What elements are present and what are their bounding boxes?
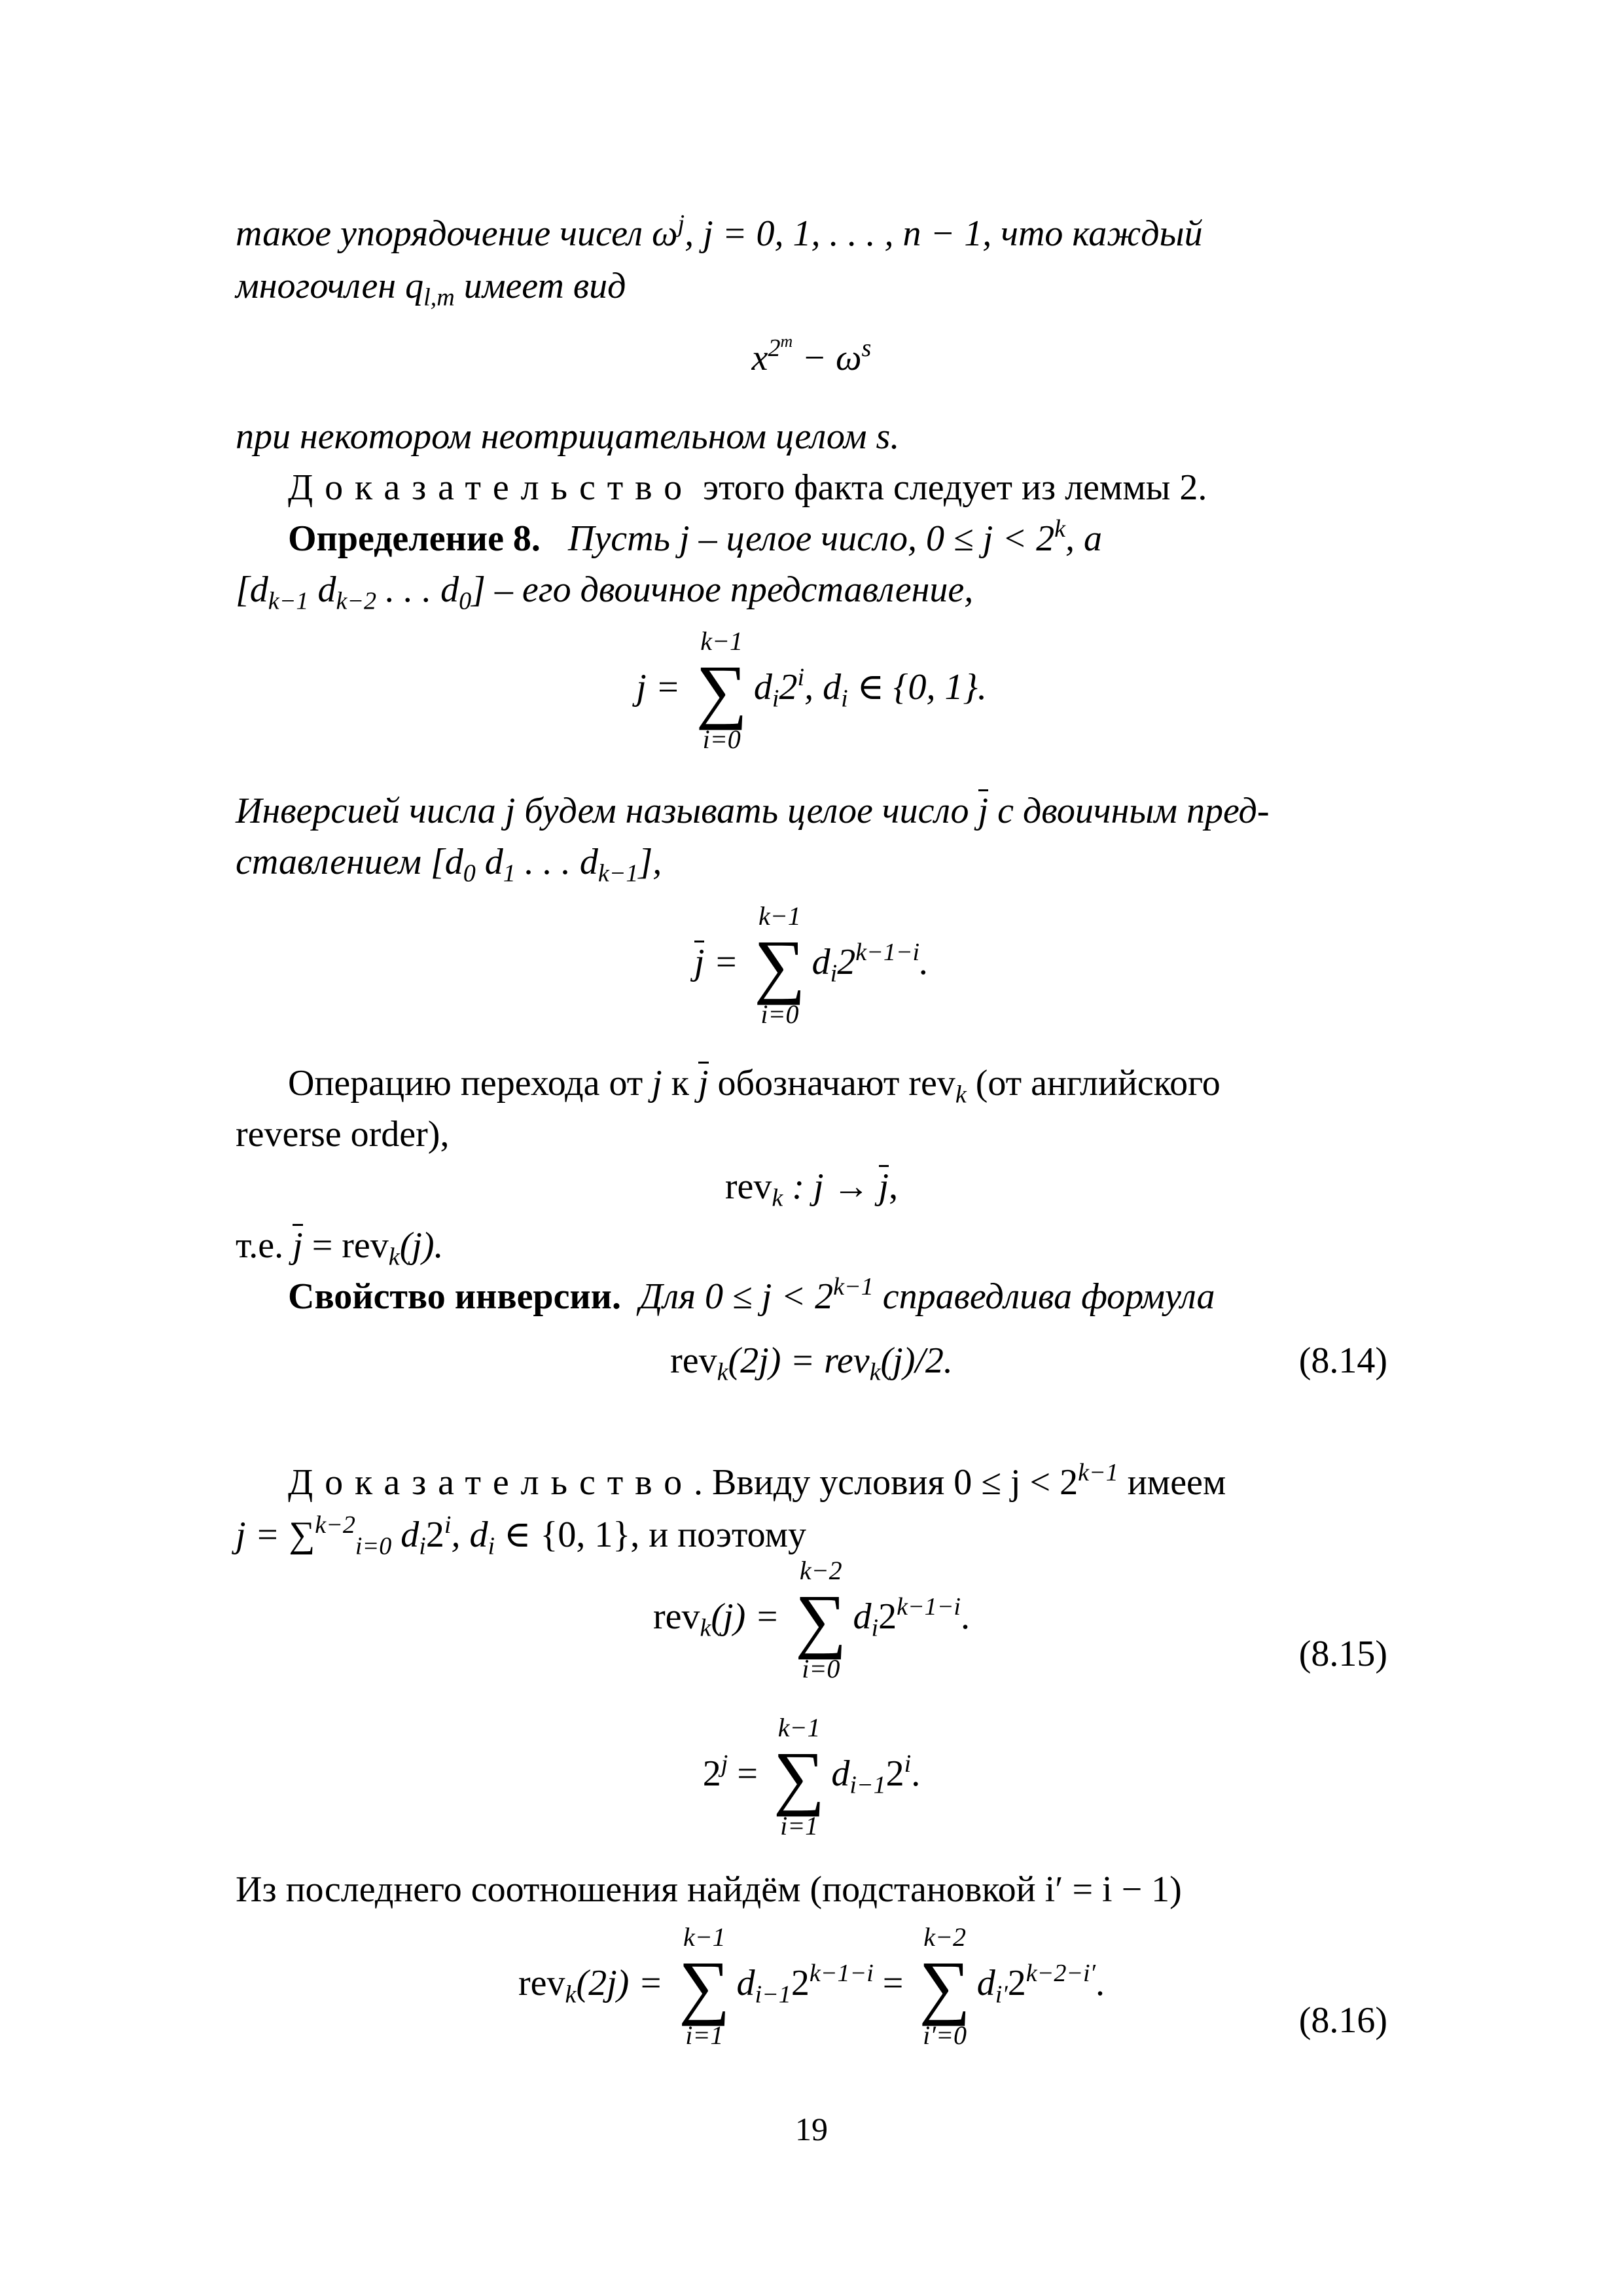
- equation-x2m: $x^{2^m} - \omega^s$: [751, 331, 872, 378]
- inversion-property: Свойство инверсии. Для $0 \le j < 2^{k-1}$ справедлива формула: [288, 1273, 1215, 1317]
- definition-8: Определение 8. Пусть j – целое число, $0 \le j < 2^k$, а: [288, 515, 1103, 559]
- sum-symbol: k−1 ∑ i=1: [679, 1922, 730, 2050]
- sum-symbol: k−1 ∑ i=0: [754, 901, 806, 1029]
- equation-inversion: j = k−1 ∑ i=0 $d_i2^{k-1-i}$.: [694, 901, 929, 1029]
- operation-line-1: Операцию перехода от j к j обозначают rev$_k$ (от английского: [288, 1063, 1221, 1109]
- sum-symbol: k−1 ∑ i=1: [773, 1713, 825, 1840]
- equation-2j: $2^j$ = k−1 ∑ i=1 $d_{i-1}2^i$.: [702, 1713, 921, 1840]
- text-line-2: многочлен $q_{l,m}$ имеет вид: [236, 266, 626, 312]
- text-line-3: при некотором неотрицательном целом s.: [236, 416, 900, 457]
- equation-8-15: rev$_k$(j) = k−2 ∑ i=0 $d_i2^{k-1-i}$. (8.15): [652, 1556, 1387, 1683]
- equation-8-14: rev$_k$(2j) = rev$_k$(j)/2. (8.14): [236, 1336, 1387, 1386]
- equation-number: (8.14): [1298, 1340, 1387, 1381]
- proof-line-1: Доказательство этого факта следует из леммы 2.: [288, 467, 1207, 508]
- proof-line-2: Доказательство. Ввиду условия $0 \le j < 2^{k-1}$ имеем: [288, 1459, 1226, 1503]
- equation-8-16: rev$_k$(2j) = k−1 ∑ i=1 $d_{i-1}2^{k-1-i}$ = k−2 ∑ i′=0 $d_{i'}2^{k-2-i'}$. (8.16): [518, 1922, 1387, 2050]
- sum-symbol: k−2 ∑ i′=0: [919, 1922, 971, 2050]
- sum-symbol: k−2 ∑ i=0: [795, 1556, 847, 1683]
- equation-revk-map: rev$_k$ : j → j,: [724, 1166, 899, 1212]
- sum-symbol: k−1 ∑ i=0: [696, 626, 747, 754]
- te-line: т.е. j = rev$_k$(j).: [236, 1225, 444, 1271]
- page-number: 19: [795, 2111, 828, 2147]
- equation-number: (8.16): [1298, 2000, 1387, 2041]
- text-line-1: такое упорядочение чисел $\omega^j$, j = 0, 1, . . . , n − 1, что каждый: [236, 210, 1203, 254]
- inversion-def-line-2: ставлением [$d_0$ $d_1$ . . . $d_{k-1}$],: [236, 842, 662, 888]
- operation-line-2: reverse order),: [236, 1114, 450, 1155]
- proof-line-3: j = ∑$^{k-2}_{i=0}$ $d_i2^i$, $d_i$ ∈ {0, 1}, и поэтому: [236, 1511, 807, 1560]
- inversion-def-line-1: Инверсией числа j будем называть целое число j с двоичным пред-: [236, 791, 1270, 831]
- equation-binary-representation: j = k−1 ∑ i=0 $d_i2^i$, $d_i$ ∈ {0, 1}.: [636, 626, 987, 754]
- substitution-line: Из последнего соотношения найдём (подстановкой i′ = i − 1): [236, 1869, 1182, 1910]
- equation-number: (8.15): [1298, 1634, 1387, 1674]
- definition-line-2: [$d_{k-1}$ $d_{k-2}$ . . . $d_0$] – его двоичное представление,: [236, 569, 974, 615]
